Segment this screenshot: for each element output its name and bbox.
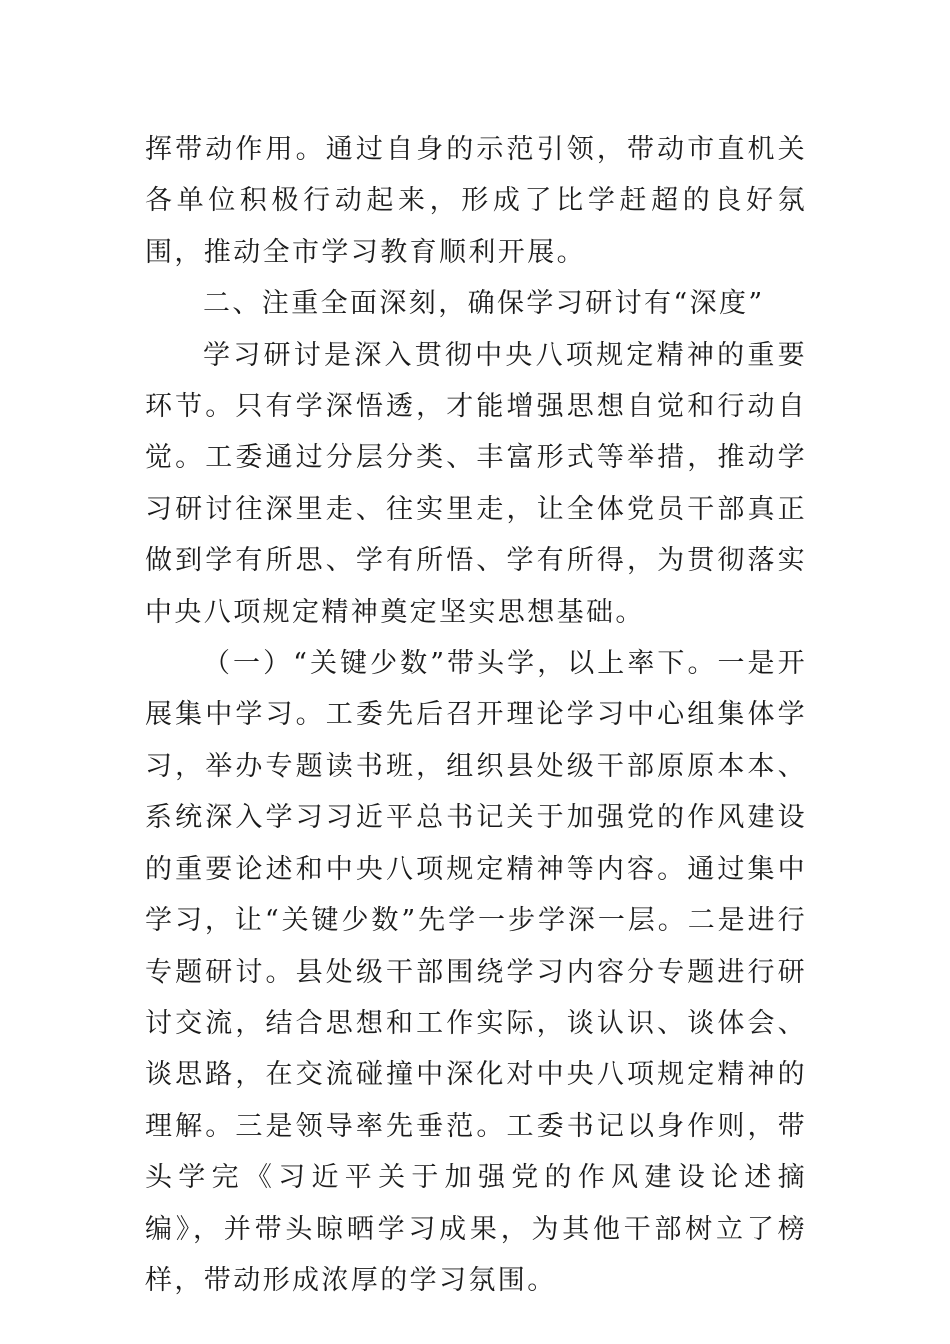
paragraph-continuation: 挥带动作用。通过自身的示范引领，带动市直机关各单位积极行动起来，形成了比学赶超的良好氛围，推动全市学习教育顺利开展。 [145, 134, 807, 268]
paragraph-intro: 学习研讨是深入贯彻中央八项规定精神的重要环节。只有学深悟透，才能增强思想自觉和行动自觉。工委通过分层分类、丰富形式等举措，推动学习研讨往深里走、往实里走，让全体党员干部真正做到学有所思、学有所悟、学有所得，为贯彻落实中央八项规定精神奠定坚实思想基础。 [145, 339, 807, 628]
paragraph-subsection-1: （一）“关键少数”带头学，以上率下。一是开展集中学习。工委先后召开理论学习中心组集体学习，举办专题读书班，组织县处级干部原原本本、系统深入学习习近平总书记关于加强党的作风建设的重要论述和中央八项规定精神等内容。通过集中学习，让“关键少数”先学一步学深一层。二是进行专题研讨。县处级干部围绕学习内容分专题进行研讨交流，结合思想和工作实际，谈认识、谈体会、谈思路，在交流碰撞中深化对中央八项规定精神的理解。三是领导率先垂范。工委书记以身作则，带头学完《习近平关于加强党的作风建设论述摘编》，并带头晾晒学习成果，为其他干部树立了榜样，带动形成浓厚的学习氛围。 [145, 648, 807, 1296]
document-body [145, 124, 807, 1306]
section-heading: 二、注重全面深刻，确保学习研讨有“深度” [203, 288, 765, 320]
